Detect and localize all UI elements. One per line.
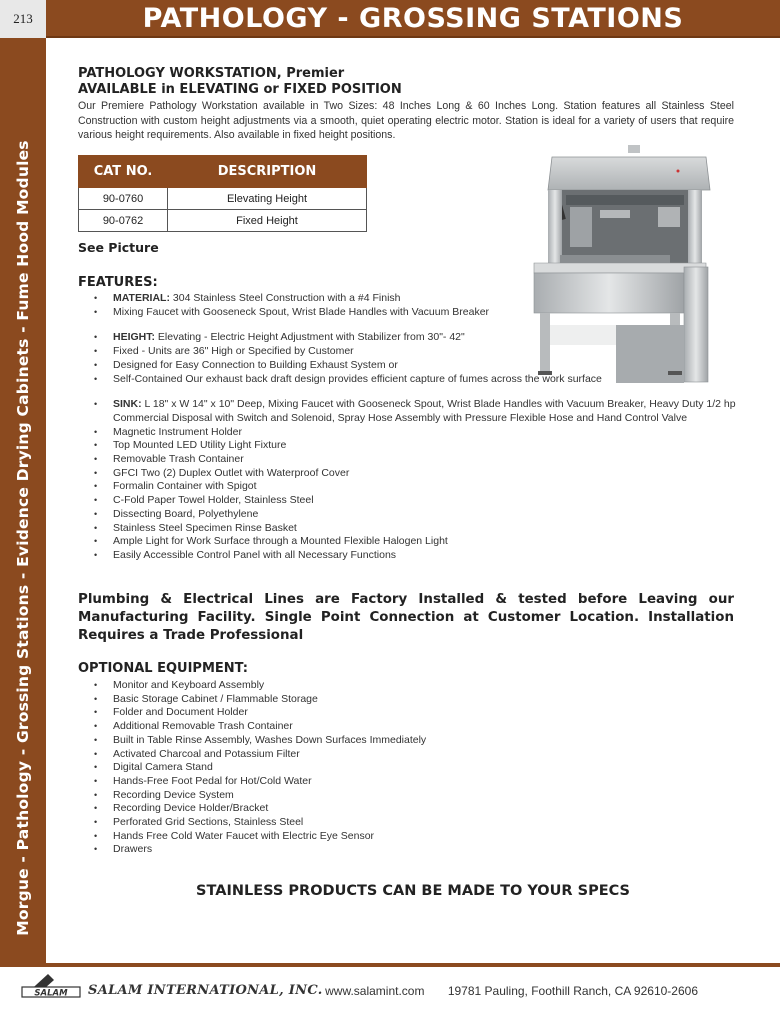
sidebar: [0, 38, 46, 963]
list-item: [78, 508, 738, 522]
list-item: [78, 306, 738, 320]
table-cell-cat: 90-0760: [79, 188, 168, 210]
page-title: PATHOLOGY - GROSSING STATIONS: [142, 3, 684, 34]
feature-text: GFCI Two (2) Duplex Outlet with Waterproof Cover: [113, 466, 350, 479]
list-item: • Monitor and Keyboard Assembly: [78, 679, 678, 693]
list-item: [78, 535, 738, 549]
table-cell-desc: Fixed Height: [168, 210, 367, 232]
feature-label: SINK:: [113, 398, 142, 411]
table-header-desc: DESCRIPTION: [168, 156, 367, 188]
list-item: [78, 331, 738, 345]
feature-text: 304 Stainless Steel Construction with a #4 Finish: [169, 292, 401, 304]
feature-text: Self-Contained Our exhaust back draft design provides efficient capture of fumes across the work surface: [113, 372, 602, 385]
list-item: • Built in Table Rinse Assembly, Washes Down Surfaces Immediately: [78, 734, 678, 748]
product-subheading: AVAILABLE in ELEVATING or FIXED POSITION: [78, 82, 402, 97]
table-row: [79, 210, 367, 232]
list-item: [78, 373, 738, 387]
feature-text: Ample Light for Work Surface through a Mounted Flexible Halogen Light: [113, 535, 448, 548]
website-link[interactable]: www.salamint.com: [325, 984, 425, 998]
list-item: • Drawers: [78, 843, 678, 857]
list-item: [78, 426, 738, 440]
feature-text: Fixed - Units are 36" High or Specified by Customer: [113, 345, 354, 358]
table-header-row: [79, 156, 367, 188]
list-item: • Recording Device System: [78, 789, 678, 803]
list-item: • Basic Storage Cabinet / Flammable Storage: [78, 693, 678, 707]
see-picture-label: See Picture: [78, 240, 159, 255]
feature-text: Dissecting Board, Polyethylene: [113, 507, 259, 520]
feature-text: L 18" x W 14" x 10" Deep, Mixing Faucet with Gooseneck Spout, Wrist Blade Handles with Vacuum Breaker, Heavy Duty 1/2 hp Commercial Disposal with Switch and Solenoid, Spray Hose Assembly with Pressure Flexible Hose and Hand Control Valve: [113, 398, 736, 424]
list-item: [78, 453, 738, 467]
feature-text: Stainless Steel Specimen Rinse Basket: [113, 521, 297, 534]
list-item: [78, 522, 738, 536]
feature-label: HEIGHT:: [113, 331, 155, 344]
table-row: [79, 188, 367, 210]
list-item: • Activated Charcoal and Potassium Filter: [78, 748, 678, 762]
plumbing-note: Plumbing & Electrical Lines are Factory Installed & tested before Leaving our Manufacturing Facility. Single Point Connection at Customer Location. Installation Requires a Trade Professional: [78, 592, 734, 643]
list-item: [78, 398, 738, 425]
salam-logo-icon: [20, 972, 82, 1000]
feature-text: Removable Trash Container: [113, 453, 244, 466]
list-item: • Recording Device Holder/Bracket: [78, 802, 678, 816]
list-item: [78, 467, 738, 481]
list-item: • Additional Removable Trash Container: [78, 720, 678, 734]
optional-equipment-heading: OPTIONAL EQUIPMENT:: [78, 661, 248, 676]
footer-contact: [325, 984, 698, 998]
table-cell-cat: 90-0762: [79, 210, 168, 232]
specs-banner: STAINLESS PRODUCTS CAN BE MADE TO YOUR SPECS: [196, 883, 630, 899]
sidebar-category-text: Morgue - Pathology - Grossing Stations - Evidence Drying Cabinets - Fume Hood Modules: [14, 140, 32, 936]
list-item: [78, 480, 738, 494]
list-item: • Folder and Document Holder: [78, 706, 678, 720]
feature-text: Magnetic Instrument Holder: [113, 425, 242, 438]
product-heading: PATHOLOGY WORKSTATION, Premier: [78, 66, 345, 81]
feature-label: MATERIAL:: [113, 292, 170, 304]
feature-text: C-Fold Paper Towel Holder, Stainless Steel: [113, 494, 314, 507]
features-list: [78, 292, 738, 563]
list-item: • Perforated Grid Sections, Stainless Steel: [78, 816, 678, 830]
product-intro: [78, 66, 734, 143]
features-heading: FEATURES:: [78, 275, 158, 290]
optional-equipment-list: [78, 679, 678, 857]
feature-text: Easily Accessible Control Panel with all Necessary Functions: [113, 548, 397, 561]
list-item: • Hands-Free Foot Pedal for Hot/Cold Water: [78, 775, 678, 789]
list-item: [78, 549, 738, 563]
page-number: 213: [0, 0, 46, 38]
list-item: • Digital Camera Stand: [78, 761, 678, 775]
list-item: [78, 359, 738, 373]
feature-text: Top Mounted LED Utility Light Fixture: [113, 439, 287, 452]
list-item: [78, 292, 738, 306]
feature-text: Formalin Container with Spigot: [113, 480, 257, 493]
product-description: Our Premiere Pathology Workstation available in Two Sizes: 48 Inches Long & 60 Inches Long. Station features all Stainless Steel Construction with custom height adjustments via a smooth, quiet operating electric motor. Station is ideal for a variety of users that require various height requirements. Also available in fixed height positions.: [78, 100, 734, 141]
table-cell-desc: Elevating Height: [168, 188, 367, 210]
logo-word: SALAM: [34, 988, 68, 999]
company-name: SALAM INTERNATIONAL, INC.: [88, 983, 323, 998]
footer-divider: [0, 963, 780, 967]
address-text: 19781 Pauling, Foothill Ranch, CA 92610-2606: [447, 984, 698, 998]
feature-text: Elevating - Electric Height Adjustment with Stabilizer from 30"- 42": [155, 331, 465, 344]
table-header-cat: CAT NO.: [79, 156, 168, 188]
list-item: • Hands Free Cold Water Faucet with Electric Eye Sensor: [78, 830, 678, 844]
list-item: [78, 494, 738, 508]
page-header: [0, 0, 780, 38]
list-item: [78, 345, 738, 359]
feature-text: Mixing Faucet with Gooseneck Spout, Wrist Blade Handles with Vacuum Breaker: [113, 305, 490, 318]
catalog-table: [78, 155, 367, 232]
list-item: [78, 439, 738, 453]
feature-text: Designed for Easy Connection to Building Exhaust System or: [113, 358, 398, 371]
